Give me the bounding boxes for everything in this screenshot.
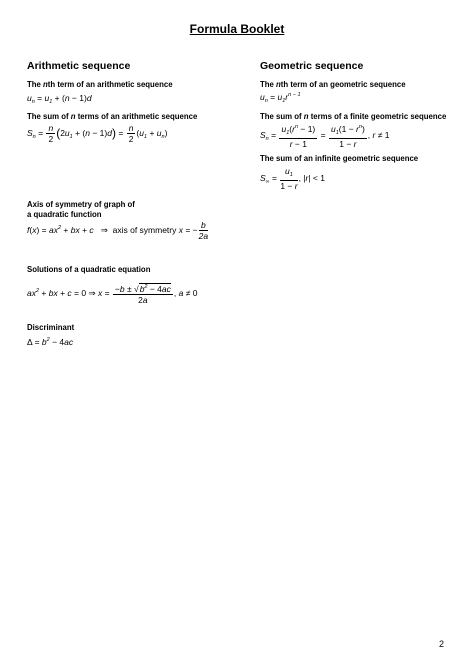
geometric-sum-formula: $S_n$ = $\frac{u_1(r^n - 1)}{r - 1}$ = $\frac{u_1(1 - r^n)}{1 - r}$ , r ≠ 1 [260, 124, 390, 149]
page-title: Formula Booklet [189, 22, 285, 36]
axis-heading: Axis of symmetry of graph of a quadratic function [27, 200, 135, 219]
page-number: 2 [438, 639, 444, 649]
arithmetic-nth-label: The nth term of an arithmetic sequence [27, 80, 173, 89]
arithmetic-nth-formula: $u_n = u_1 + (n - 1)d$ [27, 93, 92, 105]
solutions-heading: Solutions of a quadratic equation [27, 265, 151, 274]
geometric-nth-label: The nth term of an geometric sequence [260, 80, 406, 89]
arithmetic-sum-label: The sum of n terms of an arithmetic sequence [27, 112, 198, 121]
arithmetic-sum-formula: $S_n$ = $\frac{n}{2}$ $(2u_1 + (n - 1)d)$ = $\frac{n}{2}$ $(u_1 + u_n)$ [27, 123, 168, 144]
axis-formula: $f(x) = ax^2$ + bx + c ⇒ axis of symmetry x = − $\frac{b}{2a}$ [27, 220, 209, 241]
geometric-heading: Geometric sequence [260, 60, 364, 72]
geometric-infinite-label: The sum of an infinite geometric sequence [260, 154, 419, 163]
geometric-infinite-formula: $S_\infty$ = $\frac{u_1}{1 - r}$ , |r| < 1 [260, 166, 325, 191]
geometric-sum-label: The sum of n terms of a finite geometric sequence [260, 112, 447, 121]
discriminant-formula: $\Delta = b^2 - 4ac$ [27, 337, 74, 347]
discriminant-heading: Discriminant [27, 323, 75, 332]
solutions-formula: $ax^2$ + bx + c = 0 ⇒ x = $\frac{-b \pm √b^2 - 4ac}{2a}$ , a ≠ 0 [27, 284, 198, 305]
geometric-nth-formula: $u_n = u_1r^{n - 1}$ [260, 92, 301, 104]
arithmetic-heading: Arithmetic sequence [27, 60, 131, 72]
